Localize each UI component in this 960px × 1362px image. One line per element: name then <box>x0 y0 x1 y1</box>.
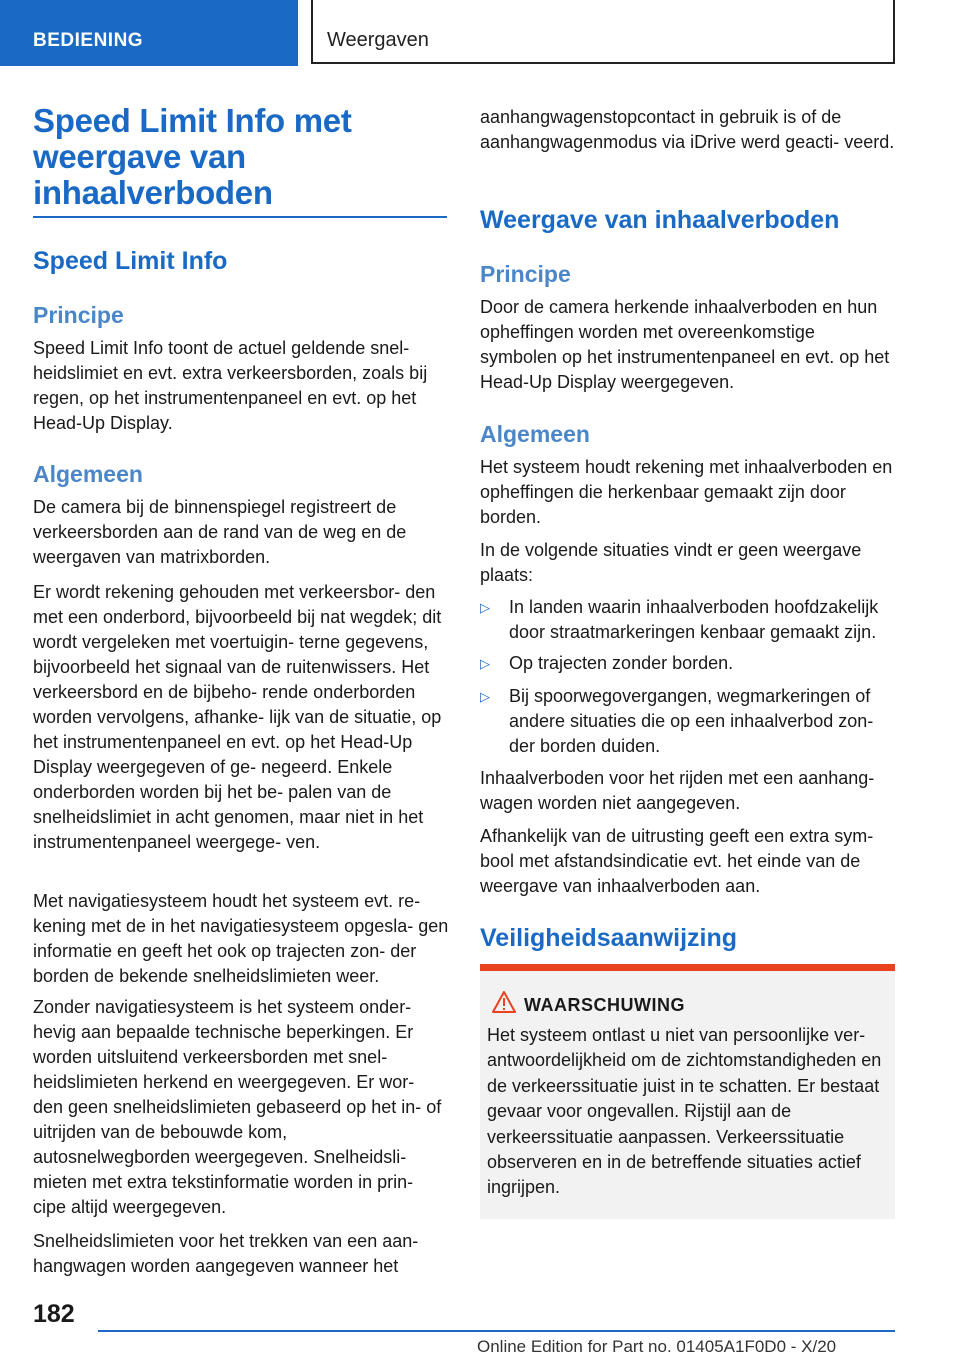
paragraph-right-0: aanhangwagenstopcontact in gebruik is of de aanhangwagenmodus via iDrive werd geacti- veerd. <box>480 107 895 152</box>
page-title: Speed Limit Info met weergave van inhaalverboden <box>33 102 352 211</box>
list-item <box>480 595 897 645</box>
page-number: 182 <box>33 1300 75 1328</box>
paragraph-left-4: Zonder navigatiesysteem is het systeem onder- hevig aan bepaalde technische beperkingen. Er worden uitsluitend verkeersborden met snel- heidslimieten herkend en weergegeven. Er wor- den geen snelheidslimieten gebaseerd op het in- of uitrijden van de bebouwde kom, autosnelwegborden weergegeven. Snelheidsli- mieten met extra tekstinformatie worden in prin- cipe altijd weergegeven. <box>33 997 442 1217</box>
footer-rule <box>98 1330 895 1332</box>
warning-triangle-icon <box>492 991 516 1013</box>
paragraph-right-4: Afhankelijk van de uitrusting geeft een extra sym- bool met afstandsindicatie evt. het einde van de weergave van inhaalverboden aan. <box>480 826 874 896</box>
list-item <box>480 684 897 759</box>
list-item-text: Op trajecten zonder borden. <box>509 653 734 673</box>
section-tab: BEDIENING <box>0 0 298 66</box>
paragraph-left-1: De camera bij de binnenspiegel registreert de verkeersborden aan de rand van de weg en de weergaven van matrixborden. <box>33 497 407 567</box>
paragraph-right-2: In de volgende situaties vindt er geen weergave plaats: <box>480 540 862 585</box>
paragraph-left-5: Snelheidslimieten voor het trekken van een aan- hangwagen worden aangegeven wanneer het <box>33 1231 419 1276</box>
heading-weergave-inhaalverboden: Weergave van inhaalverboden <box>480 206 840 234</box>
heading-speed-limit-info: Speed Limit Info <box>33 247 228 275</box>
chapter-tab: Weergaven <box>311 0 895 64</box>
heading-principe-left: Principe <box>33 302 124 328</box>
warning-title: WAARSCHUWING <box>524 995 685 1015</box>
paragraph-principe-right: Door de camera herkende inhaalverboden en hun opheffingen worden met overeenkomstige symbolen op het instrumentenpaneel en evt. op het Head-Up Display weergegeven. <box>480 297 890 392</box>
list-item <box>480 651 897 676</box>
footer-edition: Online Edition for Part no. 01405A1F0D0 - X/20 <box>477 1337 837 1356</box>
paragraph-right-1: Het systeem houdt rekening met inhaalverboden en opheffingen die herkenbaar gemaakt zijn door borden. <box>480 457 893 527</box>
paragraph-left-3: Met navigatiesysteem houdt het systeem evt. re- kening met de in het navigatiesysteem opgesla- gen informatie en geeft het ook op trajecten zon- der borden de bekende snelheidslimieten weer. <box>33 891 449 986</box>
heading-algemeen-left: Algemeen <box>33 461 143 487</box>
paragraph-right-3: Inhaalverboden voor het rijden met een aanhang- wagen worden niet aangegeven. <box>480 768 875 813</box>
heading-principe-right: Principe <box>480 261 571 287</box>
list-item-text: In landen waarin inhaalverboden hoofdzakelijk door straatmarkeringen kenbaar gemaakt zijn. <box>509 597 879 642</box>
title-rule <box>33 216 447 218</box>
triangle-bullet-icon: ▷ <box>480 600 490 615</box>
list-item-text: Bij spoorwegovergangen, wegmarkeringen of andere situaties die op een inhaalverbod zon- der borden duiden. <box>509 686 874 756</box>
triangle-bullet-icon: ▷ <box>480 656 490 671</box>
paragraph-left-2: Er wordt rekening gehouden met verkeersbor- den met een onderbord, bijvoorbeeld bij nat wegdek; dit wordt vergeleken met voertuigin- terne gegevens, bijvoorbeeld het signaal van de ruitenwissers. Het verkeersbord en de bijbeho- rende onderborden worden vervolgens, afhanke- lijk van de situatie, op het instrumentenpaneel en evt. op het Head-Up Display weergegeven of ge- negeerd. Enkele onderborden worden bij het be- palen van de snelheidslimiet in acht genomen, maar niet in het instrumentenpaneel weergege- ven. <box>33 582 442 852</box>
warning-body: Het systeem ontlast u niet van persoonlijke ver- antwoordelijkheid om de zichtomstandigheden en de verkeerssituatie juist in te schatten. Er bestaat gevaar voor ongevallen. Rijstijl aan de verkeerssituatie aanpassen. Verkeerssituatie observeren en in de betreffende situaties actief ingrijpen. <box>487 1025 882 1198</box>
heading-veiligheidsaanwijzing: Veiligheidsaanwijzing <box>480 924 738 952</box>
warning-box <box>480 964 895 1219</box>
triangle-bullet-icon: ▷ <box>480 689 490 704</box>
heading-algemeen-right: Algemeen <box>480 421 590 447</box>
paragraph-principe-left: Speed Limit Info toont de actuel geldende snel- heidslimiet en evt. extra verkeersborden, zoals bij regen, op het instrumentenpaneel en evt. op het Head-Up Display. <box>33 338 428 433</box>
